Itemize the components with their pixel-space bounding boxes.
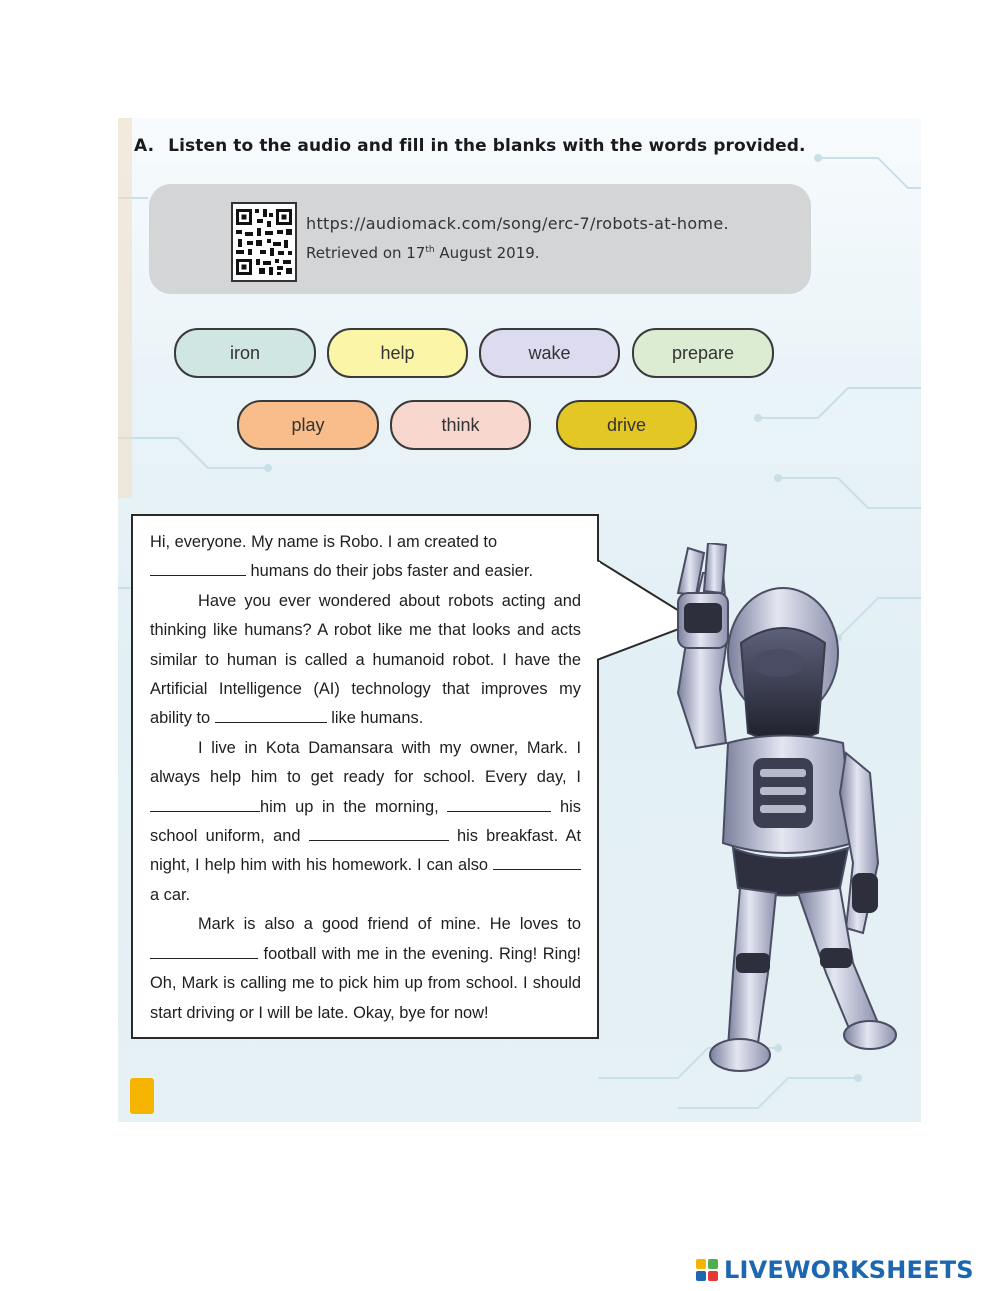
audio-link[interactable]: https://audiomack.com/song/erc-7/robots-at-home. bbox=[306, 214, 729, 233]
story-text: Mark is also a good friend of mine. He loves to bbox=[198, 915, 581, 934]
word-option-wake[interactable] bbox=[479, 328, 620, 378]
story-text: him up in the morning, bbox=[260, 797, 448, 816]
retrieved-date-text: Retrieved on 17 bbox=[306, 244, 426, 262]
blank-5[interactable] bbox=[309, 823, 449, 841]
liveworksheets-brand: LIVEWORKSHEETS bbox=[724, 1256, 974, 1284]
word-option-label: iron bbox=[229, 342, 260, 363]
story-paragraph-3 bbox=[150, 734, 581, 910]
blank-6[interactable] bbox=[493, 852, 581, 870]
word-option-think[interactable] bbox=[390, 400, 531, 450]
page-number-tab bbox=[130, 1078, 154, 1114]
word-option-iron[interactable] bbox=[174, 328, 316, 378]
liveworksheets-logo-icon bbox=[696, 1259, 718, 1281]
word-option-drive[interactable] bbox=[556, 400, 697, 450]
retrieved-date bbox=[306, 244, 540, 262]
blank-2[interactable] bbox=[215, 705, 327, 723]
word-option-label: play bbox=[291, 414, 325, 435]
exercise-heading bbox=[134, 136, 806, 156]
word-option-help[interactable] bbox=[327, 328, 468, 378]
worksheet-page bbox=[118, 118, 921, 1122]
robot-illustration bbox=[608, 543, 908, 1083]
word-option-label: help bbox=[380, 342, 415, 363]
word-option-label: think bbox=[441, 414, 480, 435]
story-text: his school uniform, and bbox=[150, 797, 581, 846]
liveworksheets-logo[interactable] bbox=[696, 1258, 974, 1282]
story-text: football with me in the evening. Ring! Ring! Oh, Mark is calling me to pick him up from school. I should start driving or I will be late. Okay, bye for now! bbox=[150, 944, 581, 1022]
word-option-label: prepare bbox=[671, 342, 735, 363]
story-paragraph-1 bbox=[150, 528, 581, 587]
blank-1[interactable] bbox=[150, 558, 246, 576]
story-paragraph-4 bbox=[150, 910, 581, 1028]
blank-7[interactable] bbox=[150, 941, 258, 959]
story-text: a car. bbox=[150, 885, 191, 904]
story-text: Have you ever wondered about robots acting and thinking like humans? A robot like me that looks and acts similar to human is called a humanoid robot. I have the Artificial Intelligence (AI) technology that improves my ability to bbox=[150, 591, 581, 728]
retrieved-date-suffix: August 2019. bbox=[434, 244, 540, 262]
retrieved-date-sup: th bbox=[425, 245, 435, 255]
story-text: I live in Kota Damansara with my owner, Mark. I always help him to get ready for school. Every day, I bbox=[150, 738, 581, 787]
word-option-label: drive bbox=[606, 414, 646, 435]
word-option-prepare[interactable] bbox=[632, 328, 774, 378]
story-speech-bubble bbox=[131, 514, 599, 1039]
audio-reference-box bbox=[149, 184, 811, 294]
qr-code-icon[interactable] bbox=[231, 202, 297, 282]
word-option-play[interactable] bbox=[237, 400, 379, 450]
exercise-instruction: Listen to the audio and fill in the blanks with the words provided. bbox=[168, 136, 806, 156]
exercise-label: A. bbox=[134, 136, 155, 156]
blank-3[interactable] bbox=[150, 794, 260, 812]
story-text: humans do their jobs faster and easier. bbox=[246, 562, 534, 581]
blank-4[interactable] bbox=[447, 794, 551, 812]
story-text: Hi, everyone. My name is Robo. I am created to bbox=[150, 533, 498, 551]
story-text: his breakfast. At night, I help him with his homework. I can also bbox=[150, 827, 581, 875]
story-paragraph-2 bbox=[150, 587, 581, 734]
word-option-label: wake bbox=[528, 342, 571, 363]
story-text: like humans. bbox=[326, 709, 424, 728]
